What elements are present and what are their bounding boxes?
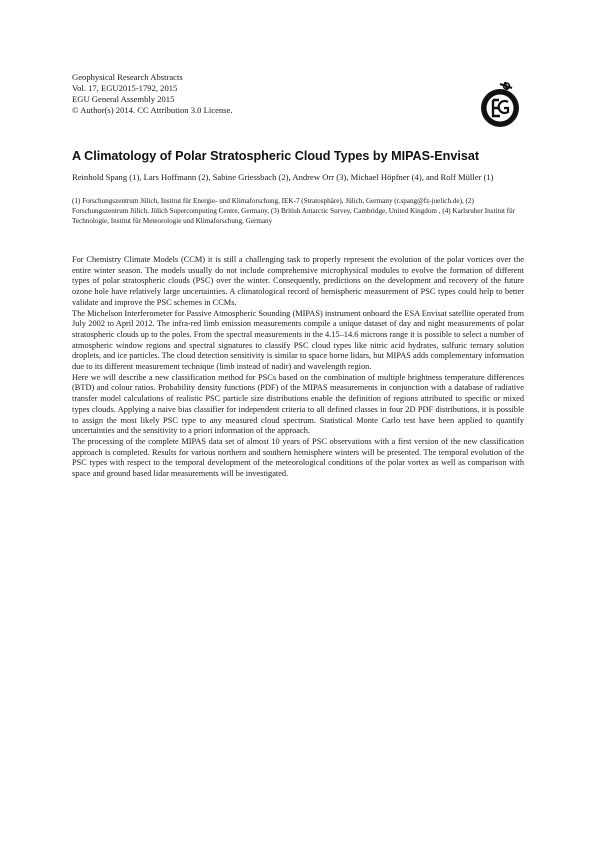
assembly-name: EGU General Assembly 2015 bbox=[72, 94, 175, 104]
abstract-paragraph: The Michelson Interferometer for Passive Atmospheric Sounding (MIPAS) instrument onboard the ESA Envisat satellite operated from July 2002 to April 2012. The infra-red limb emission measurements compile a unique dataset of day and night measurements of polar stratospheric clouds up to the poles. From the spectral measurements in the 4.15–14.6 microns range it is possible to select a number of atmospheric window regions and spectral signatures to classify PSC cloud types like nitric acid hydrates, sulfuric ternary solution droplets, and ice particles. The cloud detection sensitivity is similar to space borne lidars, but MIPAS adds complementary information due to its different measurement technique (limb instead of nadir) and wavelength region. bbox=[72, 308, 524, 372]
paper-title: A Climatology of Polar Stratospheric Cloud Types by MIPAS-Envisat bbox=[72, 149, 480, 163]
journal-header bbox=[72, 72, 372, 116]
author-list: Reinhold Spang (1), Lars Hoffmann (2), Sabine Griessbach (2), Andrew Orr (3), Michael Höpfner (4), and Rolf Müller (1) bbox=[72, 172, 494, 182]
license-line: © Author(s) 2014. CC Attribution 3.0 License. bbox=[72, 105, 233, 115]
volume-info: Vol. 17, EGU2015-1792, 2015 bbox=[72, 83, 178, 93]
abstract-paragraph: The processing of the complete MIPAS data set of almost 10 years of PSC observations with a first version of the new classification approach is completed. Results for various northern and southern hemisphere winters will be presented. The temporal evolution of the PSC types with respect to the temporal development of the meteorological conditions of the polar vortex as well as comparison with space and ground based lidar measurements will be investigated. bbox=[72, 436, 524, 479]
abstract-paragraph: Here we will describe a new classification method for PSCs based on the combination of multiple brightness temperature differences (BTD) and colour ratios. Probability density functions (PDF) of the MIPAS measurements in conjunction with a database of radiative transfer model calculations of realistic PSC particle size distributions enable the definition of regions attributed to specific or mixed types clouds. Applying a naive bias classifier for independent criteria to all defined classes in four 2D PDF distributions, it is possible to assign the most likely PSC type to any measured cloud spectrum. Statistical Monte Carlo test have been applied to quantify uncertainties and the sensitivity to a priori information of the approach. bbox=[72, 372, 524, 436]
affiliations: (1) Forschungszentrum Jülich, Institut für Energie- und Klimaforschung, IEK-7 (Stratosphäre), Jülich, Germany (r.spang@fz-juelich.de), (2) Forschungszentrum Jülich, Jülich Supercomputing Centre, Germany, (3) British Antarctic Survey, Cambridge, United Kingdom , (4) Karlsruher Institut für Technologie, Institut für Meteorologie und Klimaforschung, Germany bbox=[72, 197, 516, 225]
egu-logo-icon bbox=[478, 78, 522, 130]
abstract-paragraph: For Chemistry Climate Models (CCM) it is still a challenging task to properly represent the evolution of the polar vortices over the entire winter season. The models usually do not include comprehensive microphysical modules to evolve the formation of different types of polar stratospheric clouds (PSC) over the winter. Consequently, predictions on the development and recovery of the future ozone hole have relatively large uncertainties. A climatological record of hemispheric measurement of PSC types could help to better validate and improve the PSC schemes in CCMs. bbox=[72, 255, 524, 307]
journal-name: Geophysical Research Abstracts bbox=[72, 72, 183, 82]
abstract-body bbox=[72, 255, 524, 480]
